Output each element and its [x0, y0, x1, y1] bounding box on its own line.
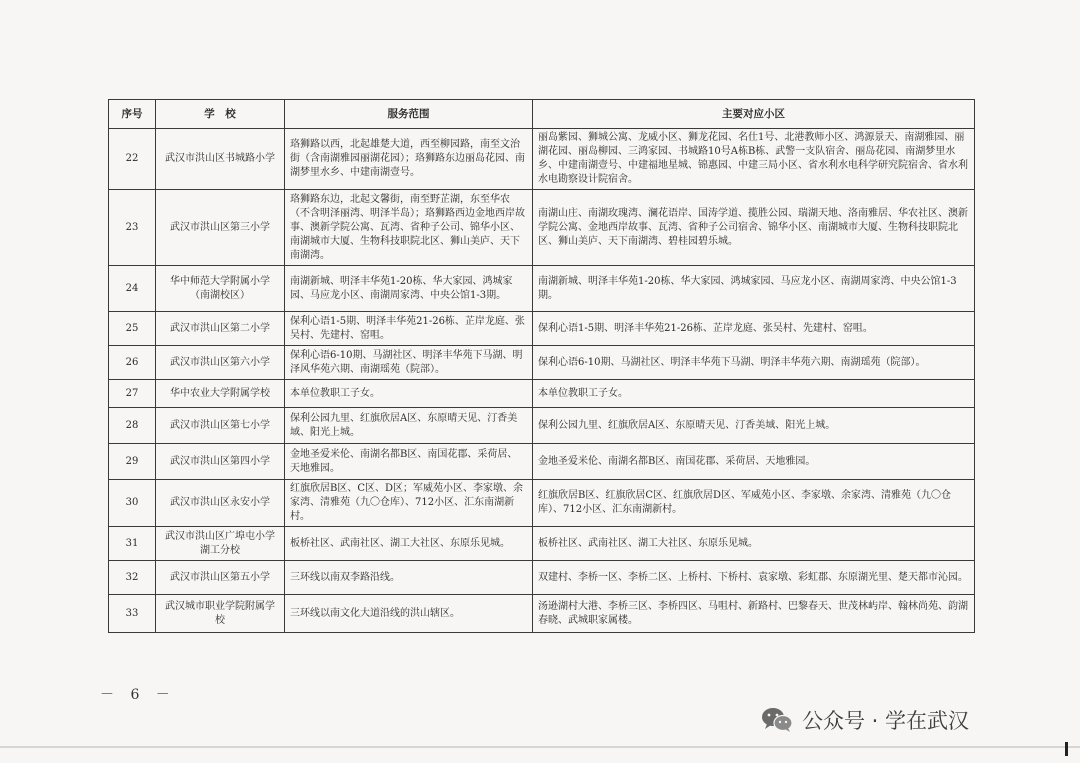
community-list: 金地圣爱米伦、南湖名都B区、南国花郡、采荷居、天地雅园。 [533, 444, 975, 480]
table-row [109, 266, 975, 312]
watermark-text: 公众号 · 学在武汉 [802, 709, 970, 733]
row-no: 23 [109, 190, 156, 266]
community-list: 南湖新城、明泽丰华苑1-20栋、华大家园、鸿城家园、马应龙小区、南湖周家湾、中央公馆1-3期。 [533, 266, 975, 312]
table-row [109, 312, 975, 346]
row-no: 31 [109, 527, 156, 561]
school-name: 武汉市洪山区广埠屯小学湖工分校 [156, 527, 285, 561]
header-no: 序号 [109, 100, 156, 129]
wechat-icon [760, 706, 794, 734]
service-range: 南湖新城、明泽丰华苑1-20栋、华大家园、鸿城家园、马应龙小区、南湖周家湾、中央公馆1-3期。 [285, 266, 533, 312]
service-range: 本单位教职工子女。 [285, 380, 533, 408]
edge-mark [1065, 742, 1068, 756]
service-range: 珞狮路东边，北起文馨街，南至野芷湖，东至华农（不含明泽丽湾、明泽半岛）；珞狮路西边金地西岸故事、澳新学院公寓、瓦湾、省种子公司、锦华小区、南湖城市大厦、生物科技职院北区、狮山美庐、天下南湖湾。 [285, 190, 533, 266]
school-name: 武汉市洪山区第五小学 [156, 561, 285, 595]
school-name: 武汉市洪山区第六小学 [156, 346, 285, 380]
community-list: 保利心语1-5期、明泽丰华苑21-26栋、芷岸龙庭、张吴村、先建村、窑咀。 [533, 312, 975, 346]
watermark [760, 703, 969, 737]
service-range: 三环线以南双李路沿线。 [285, 561, 533, 595]
table-row [109, 129, 975, 190]
community-list: 板桥社区、武南社区、湖工大社区、东原乐见城。 [533, 527, 975, 561]
service-range: 保利心语1-5期、明泽丰华苑21-26栋、芷岸龙庭、张吴村、先建村、窑咀。 [285, 312, 533, 346]
table-row [109, 190, 975, 266]
header-community: 主要对应小区 [533, 100, 975, 129]
school-name: 武汉市洪山区第四小学 [156, 444, 285, 480]
school-name: 武汉市洪山区第三小学 [156, 190, 285, 266]
row-no: 30 [109, 480, 156, 527]
row-no: 32 [109, 561, 156, 595]
row-no: 33 [109, 595, 156, 633]
service-range: 三环线以南文化大道沿线的洪山辖区。 [285, 595, 533, 633]
row-no: 28 [109, 408, 156, 444]
row-no: 27 [109, 380, 156, 408]
table-row [109, 595, 975, 633]
community-list: 丽岛紫园、狮城公寓、龙威小区、狮龙花园、名仕1号、北港教师小区、鸿源景天、南湖雅园、丽湖花园、丽岛柳园、三鸿家园、书城路10号A栋B栋、武警一支队宿舍、丽岛花园、南湖梦里水乡、中建南湖壹号、中建福地星城、锦惠园、中建三局小区、省水利水电科学研究院宿舍、省水利水电勘察设计院宿舍。 [533, 129, 975, 190]
community-list: 保利公园九里、红旗欣居A区、东原晴天见、汀香美域、阳光上城。 [533, 408, 975, 444]
row-no: 26 [109, 346, 156, 380]
service-range: 保利公园九里、红旗欣居A区、东原晴天见、汀香美域、阳光上城。 [285, 408, 533, 444]
page-number: － 6 － [100, 687, 176, 703]
row-no: 29 [109, 444, 156, 480]
header-service: 服务范围 [285, 100, 533, 129]
table-row [109, 408, 975, 444]
community-list: 红旗欣居B区、红旗欣居C区、红旗欣居D区、军威苑小区、李家墩、余家湾、清雅苑（九〇仓库）、712小区、汇东南湖新村。 [533, 480, 975, 527]
table-row [109, 480, 975, 527]
school-name: 华中农业大学附属学校 [156, 380, 285, 408]
school-district-table [108, 99, 975, 633]
school-name: 华中师范大学附属小学（南湖校区） [156, 266, 285, 312]
community-list: 汤逊湖村大港、李桥三区、李桥四区、马咀村、新路村、巴黎春天、世茂林屿岸、翰林尚苑、韵湖春晓、武城职家属楼。 [533, 595, 975, 633]
school-name: 武汉市洪山区书城路小学 [156, 129, 285, 190]
table-row [109, 346, 975, 380]
community-list: 南湖山庄、南湖玫瑰湾、澜花语岸、国涛学道、揽胜公园、瑞湖天地、洛南雅居、华农社区、澳新学院公寓、金地西岸故事、瓦湾、省种子公司宿舍、锦华小区、南湖城市大厦、生物科技职院北区、狮山美庐、天下南湖湾、碧桂园碧乐城。 [533, 190, 975, 266]
community-list: 本单位教职工子女。 [533, 380, 975, 408]
school-name: 武汉市洪山区永安小学 [156, 480, 285, 527]
school-name: 武汉市洪山区第二小学 [156, 312, 285, 346]
service-range: 金地圣爱米伦、南湖名都B区、南国花郡、采荷居、天地雅园。 [285, 444, 533, 480]
table-row [109, 561, 975, 595]
row-no: 25 [109, 312, 156, 346]
school-name: 武汉市洪山区第七小学 [156, 408, 285, 444]
page-bottom-edge [0, 746, 1080, 748]
service-range: 板桥社区、武南社区、湖工大社区、东原乐见城。 [285, 527, 533, 561]
row-no: 22 [109, 129, 156, 190]
row-no: 24 [109, 266, 156, 312]
table-header-row [109, 100, 975, 129]
community-list: 保利心语6-10期、马湖社区、明泽丰华苑下马湖、明泽丰华苑六期、南湖瑶苑（院部）。 [533, 346, 975, 380]
header-school: 学 校 [156, 100, 285, 129]
service-range: 保利心语6-10期、马湖社区、明泽丰华苑下马湖、明泽风华苑六期、南湖瑶苑（院部）。 [285, 346, 533, 380]
table-row [109, 527, 975, 561]
table-row [109, 380, 975, 408]
service-range: 红旗欣居B区、C区、D区；军威苑小区、李家墩、余家湾、清雅苑（九〇仓库）、712小区、汇东南湖新村。 [285, 480, 533, 527]
school-name: 武汉城市职业学院附属学校 [156, 595, 285, 633]
table-row [109, 444, 975, 480]
service-range: 珞狮路以西，北起雄楚大道，西至柳园路，南至文治街（含南湖雅园丽湖花园）；珞狮路东边丽岛花园、南湖梦里水乡、中建南湖壹号。 [285, 129, 533, 190]
community-list: 双建村、李桥一区、李桥二区、上桥村、下桥村、袁家墩、彩虹郡、东原湖光里、楚天都市沁园。 [533, 561, 975, 595]
